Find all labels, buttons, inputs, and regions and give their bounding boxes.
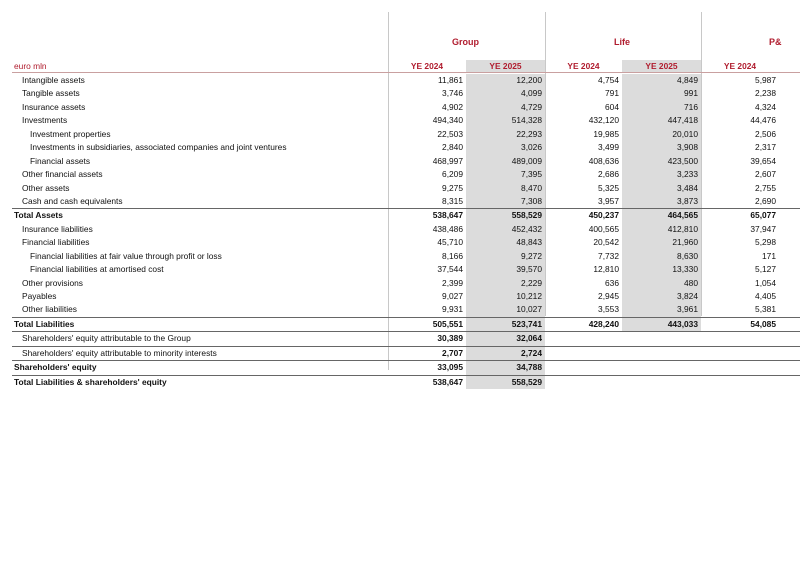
table-row <box>12 236 800 249</box>
value-cell: 991 <box>622 87 701 100</box>
value-cell: 9,027 <box>442 291 463 301</box>
row-label: Investments in subsidiaries, associated companies and joint ventures <box>30 142 287 153</box>
row-label: Financial liabilities <box>22 237 90 248</box>
value-cell: 423,500 <box>622 155 701 168</box>
table-row <box>12 87 800 100</box>
row-label: Total Assets <box>14 210 63 221</box>
value-cell: 450,237 <box>588 210 619 221</box>
value-cell: 65,077 <box>750 210 776 221</box>
value-cell: 30,389 <box>437 333 463 344</box>
value-cell: 2,945 <box>598 291 619 301</box>
value-cell: 505,551 <box>432 318 463 329</box>
value-cell: 2,755 <box>755 182 776 193</box>
table-row <box>12 360 800 374</box>
value-cell: 34,788 <box>466 361 545 374</box>
value-cell: 4,324 <box>755 101 776 112</box>
value-cell: 604 <box>605 101 619 112</box>
table-row <box>12 141 800 154</box>
row-label: Other provisions <box>22 277 83 288</box>
value-cell: 791 <box>605 88 619 99</box>
row-label: Shareholders' equity attributable to the Group <box>22 333 191 344</box>
value-cell: 20,010 <box>622 128 701 141</box>
value-cell: 468,997 <box>432 155 463 166</box>
value-cell: 636 <box>605 277 619 288</box>
value-cell: 37,947 <box>750 223 776 234</box>
row-label: Total Liabilities & shareholders' equity <box>14 376 167 387</box>
value-cell: 5,298 <box>755 237 776 248</box>
row-label: Tangible assets <box>22 88 80 99</box>
value-cell: 32,064 <box>466 332 545 345</box>
row-label: Financial liabilities at fair value through profit or loss <box>30 250 222 261</box>
column-header: YE 2024 <box>410 61 444 71</box>
value-cell: 2,840 <box>442 142 463 153</box>
value-cell: 10,027 <box>466 303 545 316</box>
row-label: Shareholders' equity attributable to minority interests <box>22 347 217 358</box>
group-title-group: Group <box>452 37 479 47</box>
table-row <box>12 223 800 236</box>
value-cell: 22,503 <box>437 128 463 139</box>
row-label: Investment properties <box>30 128 111 139</box>
table-row <box>12 250 800 263</box>
balance-sheet-table <box>12 12 800 387</box>
value-cell: 2,317 <box>755 142 776 153</box>
value-cell: 428,240 <box>588 318 619 329</box>
value-cell: 8,166 <box>442 250 463 261</box>
value-cell: 45,710 <box>437 237 463 248</box>
value-cell: 7,395 <box>466 168 545 181</box>
value-cell: 464,565 <box>622 209 701 222</box>
value-cell: 13,330 <box>622 263 701 276</box>
value-cell: 514,328 <box>466 114 545 127</box>
row-label: Financial assets <box>30 155 91 166</box>
row-label: Cash and cash equivalents <box>22 195 123 206</box>
unit-label: euro mln <box>14 61 47 71</box>
value-cell: 21,960 <box>622 236 701 249</box>
value-cell: 3,484 <box>622 182 701 195</box>
value-cell: 19,985 <box>593 128 619 139</box>
value-cell: 489,009 <box>466 155 545 168</box>
group-title-life: Life <box>614 37 631 47</box>
row-label: Investments <box>22 115 68 126</box>
value-cell: 2,707 <box>442 347 463 358</box>
value-cell: 2,399 <box>442 277 463 288</box>
value-cell: 558,529 <box>466 209 545 222</box>
table-row <box>12 317 800 331</box>
value-cell: 20,542 <box>593 237 619 248</box>
table-row <box>12 155 800 168</box>
value-cell: 3,553 <box>598 304 619 315</box>
value-cell: 5,325 <box>598 182 619 193</box>
row-label: Other assets <box>22 182 70 193</box>
table-body <box>12 74 800 389</box>
table-row <box>12 263 800 276</box>
row-label: Shareholders' equity <box>14 362 97 373</box>
value-cell: 412,810 <box>622 223 701 236</box>
value-cell: 480 <box>622 277 701 290</box>
row-label: Intangible assets <box>22 75 85 85</box>
value-cell: 5,987 <box>755 75 776 85</box>
table-row <box>12 277 800 290</box>
value-cell: 3,908 <box>622 141 701 154</box>
value-cell: 4,729 <box>466 101 545 114</box>
value-cell: 447,418 <box>622 114 701 127</box>
value-cell: 54,085 <box>750 318 776 329</box>
value-cell: 716 <box>622 101 701 114</box>
value-cell: 2,238 <box>755 88 776 99</box>
value-cell: 44,476 <box>750 115 776 126</box>
row-label: Other liabilities <box>22 304 77 315</box>
row-label: Financial liabilities at amortised cost <box>30 264 164 275</box>
value-cell: 7,308 <box>466 195 545 208</box>
value-cell: 2,506 <box>755 128 776 139</box>
value-cell: 2,690 <box>755 195 776 206</box>
table-row <box>12 168 800 181</box>
value-cell: 33,095 <box>437 362 463 373</box>
table-row <box>12 182 800 195</box>
value-cell: 2,724 <box>466 347 545 360</box>
value-cell: 9,272 <box>466 250 545 263</box>
value-cell: 48,843 <box>466 236 545 249</box>
row-label: Insurance liabilities <box>22 223 93 234</box>
value-cell: 538,647 <box>432 376 463 387</box>
value-cell: 9,931 <box>442 304 463 315</box>
table-row <box>12 114 800 127</box>
value-cell: 4,754 <box>598 75 619 85</box>
column-header: YE 2024 <box>723 61 757 71</box>
value-cell: 494,340 <box>432 115 463 126</box>
value-cell: 2,229 <box>466 277 545 290</box>
value-cell: 3,026 <box>466 141 545 154</box>
column-header: YE 2025 <box>622 60 701 72</box>
value-cell: 558,529 <box>466 376 545 389</box>
value-cell: 6,209 <box>442 169 463 180</box>
table-row <box>12 101 800 114</box>
value-cell: 5,127 <box>755 264 776 275</box>
value-cell: 8,470 <box>466 182 545 195</box>
row-label: Other financial assets <box>22 169 103 180</box>
value-cell: 171 <box>762 250 776 261</box>
value-cell: 400,565 <box>588 223 619 234</box>
row-label: Total Liabilities <box>14 318 75 329</box>
value-cell: 10,212 <box>466 290 545 303</box>
value-cell: 37,544 <box>437 264 463 275</box>
value-cell: 3,824 <box>622 290 701 303</box>
value-cell: 4,405 <box>755 291 776 301</box>
value-cell: 438,486 <box>432 223 463 234</box>
value-cell: 4,099 <box>466 87 545 100</box>
value-cell: 22,293 <box>466 128 545 141</box>
value-cell: 9,275 <box>442 182 463 193</box>
value-cell: 452,432 <box>466 223 545 236</box>
value-cell: 3,499 <box>598 142 619 153</box>
value-cell: 3,873 <box>622 195 701 208</box>
table-row <box>12 331 800 345</box>
value-cell: 523,741 <box>466 318 545 331</box>
value-cell: 12,810 <box>593 264 619 275</box>
value-cell: 8,630 <box>622 250 701 263</box>
value-cell: 3,961 <box>622 303 701 316</box>
column-header-row <box>12 60 800 73</box>
column-header: YE 2025 <box>466 60 545 72</box>
value-cell: 2,686 <box>598 169 619 180</box>
value-cell: 408,636 <box>588 155 619 166</box>
column-header: YE 2024 <box>567 61 600 71</box>
value-cell: 4,849 <box>622 74 701 87</box>
value-cell: 8,315 <box>442 195 463 206</box>
table-row <box>12 303 800 316</box>
value-cell: 2,607 <box>755 169 776 180</box>
table-row <box>12 128 800 141</box>
value-cell: 11,861 <box>438 75 463 85</box>
table-row <box>12 375 800 389</box>
value-cell: 39,570 <box>466 263 545 276</box>
value-cell: 3,746 <box>442 88 463 99</box>
value-cell: 1,054 <box>755 277 776 288</box>
row-label: Insurance assets <box>22 101 86 112</box>
row-label: Payables <box>22 291 57 301</box>
value-cell: 3,233 <box>622 168 701 181</box>
table-row <box>12 74 800 87</box>
value-cell: 4,902 <box>442 101 463 112</box>
value-cell: 5,381 <box>755 304 776 315</box>
value-cell: 443,033 <box>622 318 701 331</box>
value-cell: 3,957 <box>598 195 619 206</box>
value-cell: 432,120 <box>588 115 619 126</box>
group-title-pc: P& <box>769 37 782 47</box>
table-row <box>12 346 800 360</box>
table-row <box>12 290 800 303</box>
table-row <box>12 195 800 208</box>
value-cell: 12,200 <box>466 74 545 87</box>
value-cell: 538,647 <box>432 210 463 221</box>
value-cell: 7,732 <box>598 250 619 261</box>
table-row <box>12 208 800 222</box>
value-cell: 39,654 <box>750 155 776 166</box>
